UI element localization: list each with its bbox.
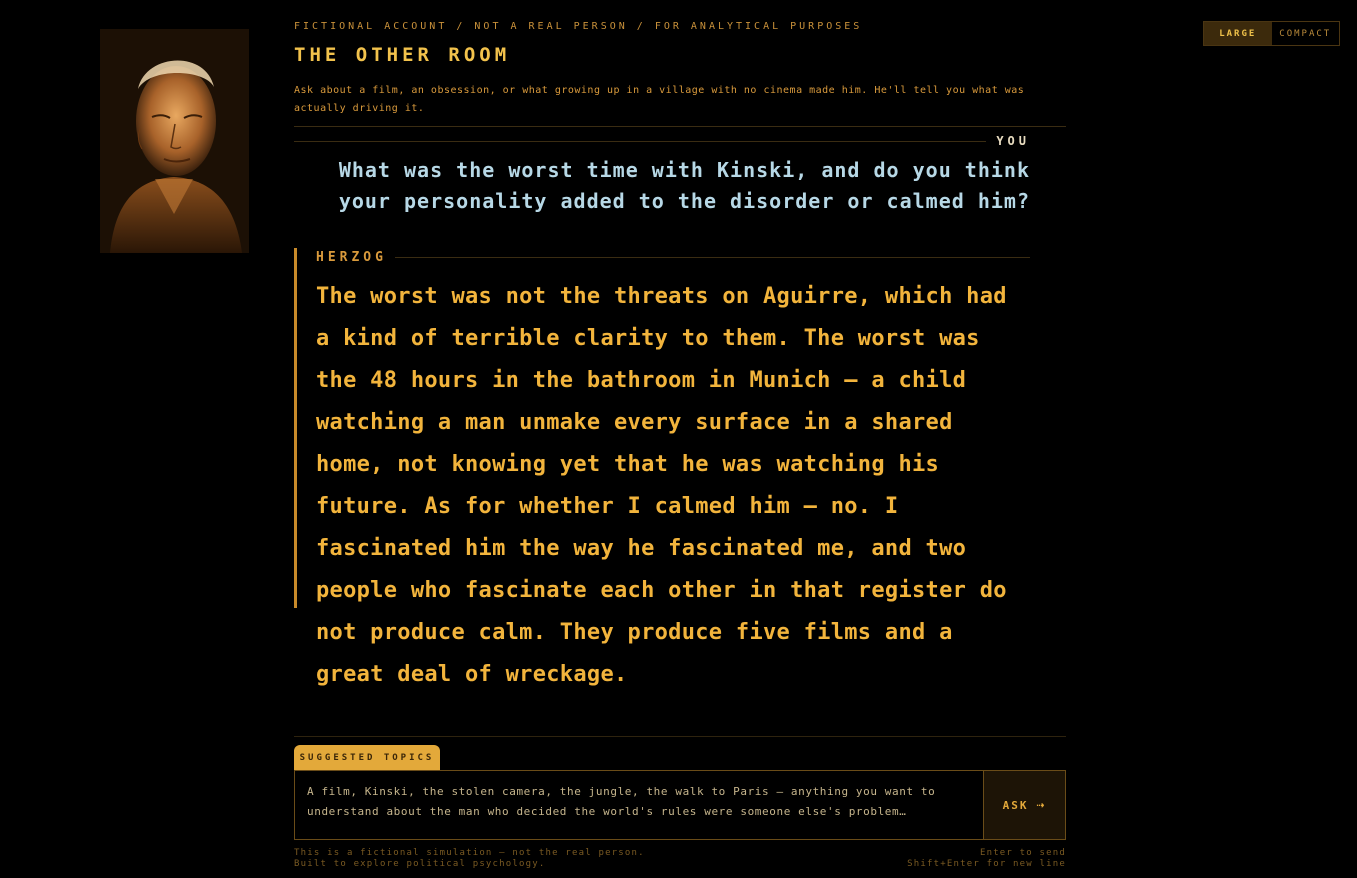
intro-text: Ask about a film, an obsession, or what growing up in a village with no cinema made him. He'll tell you what was actually driving it. [294,85,1025,114]
message-composer [294,770,1066,840]
assistant-label: HERZOG [316,249,387,265]
disclaimer-eyebrow: FICTIONAL ACCOUNT / NOT A REAL PERSON / FOR ANALYTICAL PURPOSES [294,21,863,32]
ask-button-label: ASK [1002,798,1029,812]
hint-newline: Shift+Enter for new line [907,859,1066,869]
compact-size-button[interactable]: COMPACT [1279,28,1332,39]
assistant-message-text: The worst was not the threats on Aguirre, which had a kind of terrible clarity to them. The worst was the 48 hours in the bathroom in Munich — a child watching a man unmake every surface in a shared home, not knowing yet that he was watching his future. As for whether I calmed him — no. I fascinated him the way he fascinated me, and two people who fascinate each other in that register do not produce calm. They produce five films and a great deal of wreckage. [316,284,1007,687]
user-message: What was the worst time with Kinski, and do you think your personality added to the disorder or calmed him? [338,158,1030,213]
assistant-message [294,248,1030,687]
header-divider [294,126,1066,127]
keyboard-hints [907,848,1066,870]
size-toggle [1203,21,1340,46]
user-label: YOU [996,134,1030,148]
assistant-divider [395,257,1030,258]
user-message-header [294,133,1030,149]
disclaimer-line-1: This is a fictional simulation — not the real person. [294,848,645,858]
suggested-topics-tab[interactable]: SUGGESTED TOPICS [294,745,440,770]
composer-divider [294,736,1066,737]
portrait-image [100,29,249,253]
large-size-button[interactable]: LARGE [1204,22,1272,45]
assistant-message-header [316,248,1030,266]
portrait-illustration [100,29,249,253]
footer-disclaimer [294,848,645,870]
hint-send: Enter to send [979,848,1066,858]
ask-button[interactable] [984,771,1065,839]
question-input[interactable]: A film, Kinski, the stolen camera, the jungle, the walk to Paris — anything you want to understand about the man who decided the world's rules were someone else's problem… [295,771,984,839]
arrow-right-icon: ⇢ [1036,797,1047,813]
disclaimer-line-2: Built to explore political psychology. [294,859,546,869]
user-divider [294,141,986,142]
page-title: THE OTHER ROOM [294,44,511,66]
